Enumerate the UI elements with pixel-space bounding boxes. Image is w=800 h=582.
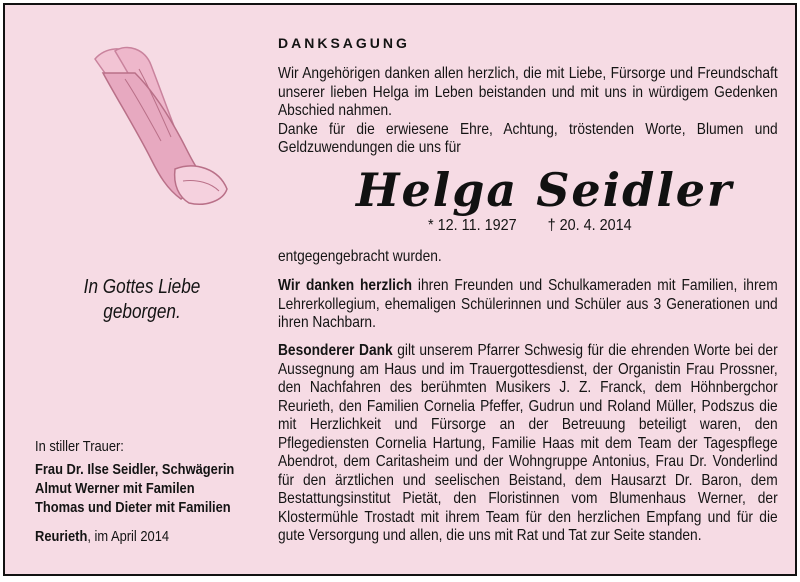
thanks-paragraph [278,277,778,333]
motto [43,275,241,325]
received-block [278,248,797,267]
heading: DANKSAGUNG [278,35,410,51]
special-lead: Besonderer Dank [278,342,393,359]
birth-date: * 12. 11. 1927 [428,217,517,234]
mourners-block [35,437,265,546]
mourner-1: Frau Dr. Ilse Seidler, Schwägerin [35,461,235,478]
place-date [35,527,233,546]
obituary-card [3,3,797,576]
special-text: gilt unserem Pfarrer Schwesig für die ehrenden Worte bei der Aussegnung am Haus und im Trauergottesdienst, der Organistin Frau Prossner, den Nachfahren des berühmten Musikers J. Z. Franck, dem Höhnbergchor Reurieth, den Familien Cornelia Pfeffer, Gudrun und Roland Müller, Podszus die mit Herzlichkeit und Fürsorge an der Betreuung beteiligt waren, den Pflegediensten Cornelia Hartung, Familie Haas mit dem Team der Tagespflege Abendrot, dem Caritasheim und der Wohngruppe Antonius, Frau Dr. Vonderlind für den ärztlichen und seelischen Beistand, dem Hausarzt Dr. Baron, dem Bestattungsinstitut Pietät, den Floristinnen vom Blumenhaus Werner, der Klostermühle Trostadt mit ihrem Team für den herzlichen Empfang und für die gute Versorgung und allen, die uns mit Rat und Tat zur Seite standen. [278,342,778,544]
date-text: , im April 2014 [87,528,170,545]
received-line: entgegengebracht wurden. [278,248,442,265]
thanks-lead: Wir danken herzlich [278,277,413,294]
mourner-3: Thomas und Dieter mit Familien [35,499,231,516]
mourner-2: Almut Werner mit Familen [35,480,195,497]
praying-hands-icon [55,39,235,219]
left-column [5,5,267,574]
intro-paragraph-2: Danke für die erwiesene Ehre, Achtung, tröstenden Worte, Blumen und Geldzuwendungen die uns für [278,120,778,156]
place: Reurieth [35,528,88,545]
intro-paragraph: Wir Angehörigen danken allen herzlich, die mit Liebe, Fürsorge und Freundschaft unserer lieben Helga im Leben beistanden und mit uns in würdigem Gedenken Abschied nahmen. [278,65,778,119]
special-thanks-block [278,342,797,546]
thanks-block [278,277,797,333]
motto-line-1: In Gottes Liebe [83,276,201,298]
trauer-label: In stiller Trauer: [35,438,124,455]
thanks-text: ihren Freunden und Schulkameraden mit Familien, ihrem Lehrerkollegium, ehemaligen Schülerinnen und Schüler aus 3 Generationen und ihren Nachbarn. [278,277,778,331]
deceased-name: Helga Seidler [356,163,734,217]
motto-line-2: geborgen. [103,301,181,323]
special-thanks-paragraph [278,342,778,546]
life-dates [428,217,659,235]
intro-block [278,65,797,158]
death-date: † 20. 4. 2014 [547,217,632,234]
